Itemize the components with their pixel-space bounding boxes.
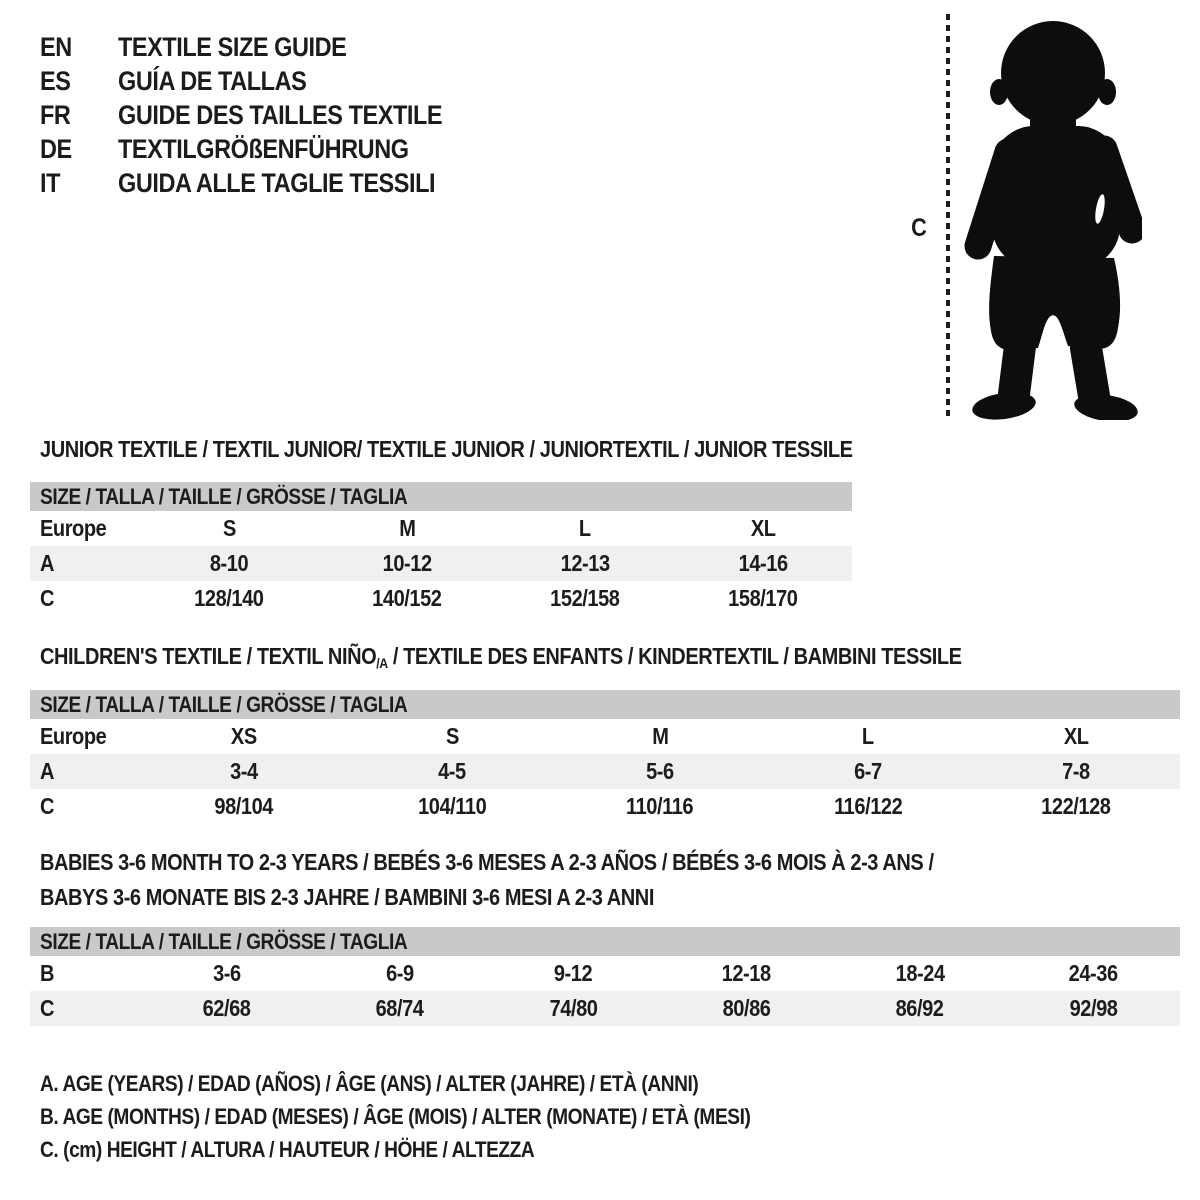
legend-height-cm: C. (cm) HEIGHT / ALTURA / HAUTEUR / HÖHE / ALTEZZA (40, 1137, 535, 1162)
table-row-height (30, 991, 1180, 1026)
babies-size-table (30, 927, 1180, 1026)
age-value: 14-16 (738, 550, 788, 576)
row-label: C (40, 585, 55, 611)
months-value: 18-24 (895, 960, 945, 986)
row-label: Europe (40, 723, 107, 749)
table-row-age (30, 546, 852, 581)
months-value: 6-9 (386, 960, 414, 986)
age-value: 7-8 (1062, 758, 1090, 784)
guide-title-de: TEXTILGRÖßENFÜHRUNG (118, 133, 409, 164)
height-value: 92/98 (1069, 995, 1118, 1021)
language-code: EN (40, 31, 72, 62)
guide-title-fr: GUIDE DES TAILLES TEXTILE (118, 99, 443, 130)
table-row-age (30, 754, 1180, 789)
legend-age-months: B. AGE (MONTHS) / EDAD (MESES) / ÂGE (MOIS) / ALTER (MONATE) / ETÀ (MESI) (40, 1104, 751, 1129)
height-value: 68/74 (376, 995, 424, 1021)
size-value: S (222, 515, 236, 541)
table-row-europe (30, 719, 1180, 754)
size-value: M (651, 723, 669, 749)
height-measure-label: C (911, 214, 927, 242)
junior-size-table (30, 482, 852, 616)
months-value: 24-36 (1068, 960, 1118, 986)
height-value: 110/116 (626, 793, 694, 819)
height-value: 80/86 (722, 995, 771, 1021)
months-value: 3-6 (212, 960, 241, 986)
row-label: A (40, 550, 55, 576)
table-row-months (30, 956, 1180, 991)
size-value: XS (231, 723, 257, 749)
language-row-fr (40, 98, 491, 132)
size-value: S (445, 723, 459, 749)
toddler-silhouette-icon (960, 16, 1142, 420)
size-value: XL (1063, 723, 1089, 749)
height-value: 86/92 (896, 995, 944, 1021)
children-size-table (30, 690, 1180, 824)
babies-section-title-line2: BABYS 3-6 MONATE BIS 2-3 JAHRE / BAMBINI 3-6 MESI A 2-3 ANNI (40, 884, 654, 910)
height-value: 128/140 (194, 585, 264, 611)
table-row-height (30, 581, 852, 616)
height-value: 74/80 (549, 995, 598, 1021)
size-value: XL (750, 515, 776, 541)
height-value: 158/170 (728, 585, 798, 611)
size-value: L (862, 723, 874, 749)
height-value: 152/158 (550, 585, 620, 611)
language-title-list (40, 30, 491, 200)
age-value: 4-5 (438, 758, 466, 784)
children-section-title: CHILDREN'S TEXTILE / TEXTIL $NIÑO_{/A}$ / TEXTILE DES ENFANTS / KINDERTEXTIL / BAMBINI TESSILE (40, 643, 962, 672)
babies-section-title-line1: BABIES 3-6 MONTH TO 2-3 YEARS / BEBÉS 3-6 MESES A 2-3 AÑOS / BÉBÉS 3-6 MOIS À 2-3 ANS / (40, 849, 934, 875)
size-value: M (398, 515, 416, 541)
height-value: 140/152 (372, 585, 442, 611)
guide-title-es: GUÍA DE TALLAS (118, 65, 307, 96)
guide-title-it: GUIDA ALLE TAGLIE TESSILI (118, 167, 436, 198)
language-code: ES (40, 65, 71, 96)
age-value: 5-6 (646, 758, 674, 784)
nino-a-subscript: /A (376, 655, 388, 672)
table-row-height (30, 789, 1180, 824)
language-row-it (40, 166, 491, 200)
junior-section-title: JUNIOR TEXTILE / TEXTIL JUNIOR/ TEXTILE JUNIOR / JUNIORTEXTIL / JUNIOR TESSILE (40, 436, 853, 462)
age-value: 3-4 (230, 758, 258, 784)
junior-table-header: SIZE / TALLA / TAILLE / GRÖSSE / TAGLIA (30, 482, 852, 511)
children-table-header: SIZE / TALLA / TAILLE / GRÖSSE / TAGLIA (30, 690, 1180, 719)
row-label: A (40, 758, 55, 784)
height-measure-line (946, 14, 950, 418)
babies-table-header: SIZE / TALLA / TAILLE / GRÖSSE / TAGLIA (30, 927, 1180, 956)
age-value: 12-13 (560, 550, 610, 576)
row-label: B (40, 960, 55, 986)
language-row-es (40, 64, 491, 98)
size-value: L (579, 515, 591, 541)
guide-title-en: TEXTILE SIZE GUIDE (118, 31, 347, 62)
age-value: 10-12 (382, 550, 432, 576)
language-row-en (40, 30, 491, 64)
row-label: C (40, 793, 55, 819)
table-row-europe (30, 511, 852, 546)
language-code: IT (40, 167, 61, 198)
height-value: 104/110 (417, 793, 487, 819)
language-code: FR (40, 99, 71, 130)
age-value: 6-7 (854, 758, 882, 784)
language-row-de (40, 132, 491, 166)
legend-age-years: A. AGE (YEARS) / EDAD (AÑOS) / ÂGE (ANS) / ALTER (JAHRE) / ETÀ (ANNI) (40, 1071, 699, 1096)
row-label: C (40, 995, 55, 1021)
months-value: 12-18 (722, 960, 772, 986)
height-value: 98/104 (214, 793, 274, 819)
language-code: DE (40, 133, 72, 164)
age-value: 8-10 (209, 550, 249, 576)
height-value: 62/68 (202, 995, 251, 1021)
months-value: 9-12 (554, 960, 593, 986)
row-label: Europe (40, 515, 107, 541)
height-value: 122/128 (1041, 793, 1111, 819)
height-value: 116/122 (833, 793, 903, 819)
